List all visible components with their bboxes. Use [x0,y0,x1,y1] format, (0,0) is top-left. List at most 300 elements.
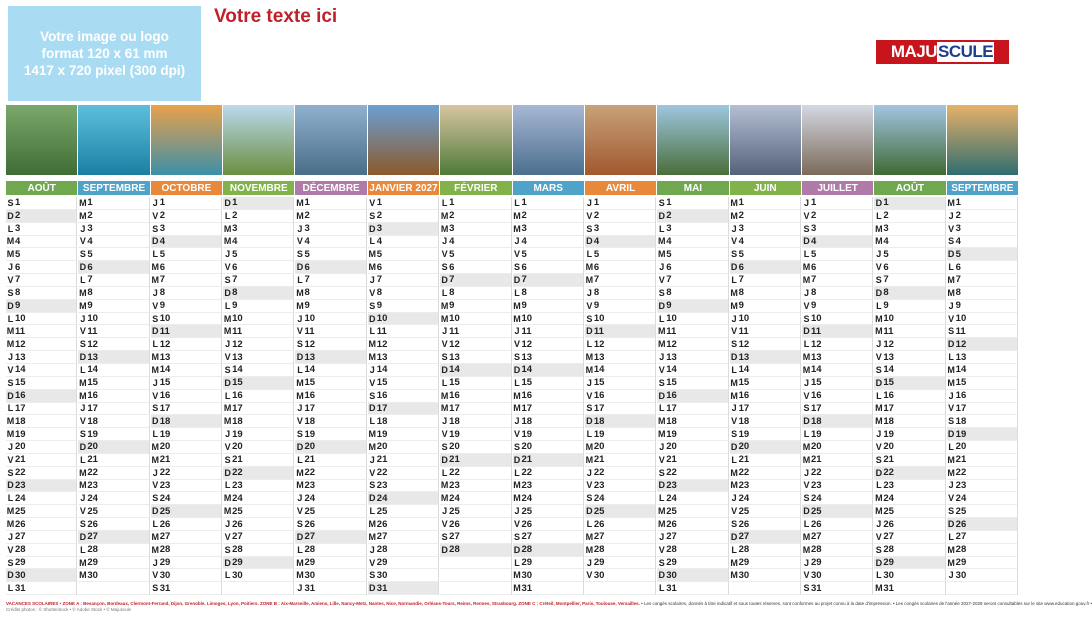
day-row [151,377,221,390]
day-letter: J [225,339,231,350]
day-number: 17 [955,402,967,414]
day-letter: D [730,441,738,452]
day-number: 21 [738,454,750,466]
day-letter: J [297,403,303,414]
day-letter: M [657,519,666,530]
day-letter: J [731,403,737,414]
day-row [440,287,510,300]
logo-placeholder [8,6,201,101]
day-letter: L [803,339,810,350]
day-number: 4 [883,235,889,247]
day-row [730,364,800,377]
day-row [947,467,1017,480]
day-letter: L [7,403,14,414]
day-letter: M [79,480,87,491]
day-number: 6 [593,261,600,273]
day-number: 25 [883,505,894,517]
day-row [874,569,944,582]
day-number: 18 [666,415,677,427]
day-number: 28 [232,544,243,556]
day-number: 8 [883,287,889,299]
day-number: 9 [521,300,527,312]
day-letter: D [658,300,665,311]
month-photo [440,105,511,175]
day-row [874,338,944,351]
day-number: 14 [376,364,388,376]
day-letter: M [947,377,955,388]
day-number: 30 [304,569,316,581]
day-letter: D [947,249,955,260]
month-photo [6,105,77,175]
day-row [802,287,872,300]
day-row [585,505,655,518]
day-letter: V [586,570,593,581]
day-row [874,274,944,287]
month-column [78,105,149,595]
day-letter: S [731,519,738,530]
day-letter: L [658,493,665,504]
day-row [6,300,76,313]
day-number: 3 [449,223,455,235]
day-letter: M [730,197,738,208]
day-row [802,557,872,570]
day-number: 15 [232,377,243,389]
day-letter: J [514,506,520,517]
day-row [78,415,148,428]
day-letter: M [79,390,87,401]
day-row [151,415,221,428]
day-letter: M [513,403,521,414]
day-row [730,325,800,338]
day-row [295,415,365,428]
day-row [874,197,944,210]
day-number: 10 [15,313,26,325]
brand-part1: MAJU [890,42,938,61]
day-number: 17 [15,402,26,414]
day-row [730,454,800,467]
day-row [802,531,872,544]
day-number: 9 [593,300,600,312]
day-letter: M [875,506,883,517]
day-letter: S [152,313,159,324]
day-row [585,492,655,505]
day-number: 17 [666,402,677,414]
day-number: 24 [304,492,316,504]
month-photo [78,105,149,175]
day-row [368,569,438,582]
day-row [151,505,221,518]
day-letter: J [442,416,448,427]
day-row [947,582,1017,595]
day-number: 6 [666,261,672,273]
day-letter: D [7,300,14,311]
day-row [947,313,1017,326]
day-letter: M [151,544,159,555]
day-row [78,557,148,570]
day-number: 2 [883,210,889,222]
day-row [6,505,76,518]
day-letter: L [441,467,448,478]
day-number: 17 [883,402,894,414]
day-number: 1 [159,197,166,209]
day-number: 14 [738,364,750,376]
day-number: 1 [521,197,527,209]
day-number: 23 [304,479,316,491]
day-row [368,505,438,518]
day-row [295,210,365,223]
day-letter: M [657,506,666,517]
day-number: 11 [232,325,243,337]
day-letter: M [440,210,449,221]
day-number: 6 [304,261,310,273]
day-number: 3 [521,223,527,235]
day-row [151,518,221,531]
day-letter: D [369,223,376,234]
day-row [802,390,872,403]
day-row [947,531,1017,544]
day-letter: S [948,506,955,517]
day-number: 29 [666,557,677,569]
day-row [368,338,438,351]
day-number: 29 [232,557,243,569]
day-number: 23 [15,479,26,491]
day-row [78,441,148,454]
day-number: 19 [738,428,750,440]
day-letter: V [224,352,231,363]
day-letter: J [803,287,809,298]
day-row [802,480,872,493]
day-number: 9 [883,300,889,312]
day-letter: M [657,339,666,350]
day-letter: V [658,454,665,465]
day-row [657,441,727,454]
day-row [947,569,1017,582]
day-row [874,223,944,236]
day-letter: S [7,557,14,568]
day-row [947,223,1017,236]
day-letter: M [585,531,594,542]
month-days [223,197,294,595]
day-row [730,197,800,210]
day-letter: M [151,262,159,273]
day-row [368,197,438,210]
day-row [947,197,1017,210]
day-row [730,274,800,287]
month-header: FÉVRIER [440,181,511,195]
brand-logo [876,40,1009,64]
month-photo [585,105,656,175]
day-row [78,492,148,505]
day-number: 20 [521,441,533,453]
day-letter: J [152,287,158,298]
day-letter: L [80,544,86,555]
day-letter: L [586,339,593,350]
day-row [657,415,727,428]
day-letter: M [296,377,304,388]
day-row [295,261,365,274]
day-row [513,351,583,364]
day-letter: M [875,313,883,324]
day-letter: M [223,506,232,517]
day-row [585,338,655,351]
day-number: 20 [955,441,967,453]
day-number: 7 [449,274,455,286]
day-number: 18 [521,415,533,427]
day-number: 18 [87,415,98,427]
day-letter: S [658,467,665,478]
month-column [295,105,366,595]
day-row [151,274,221,287]
day-number: 2 [593,210,600,222]
day-number: 4 [87,235,93,247]
day-number: 26 [232,518,243,530]
day-row [730,467,800,480]
day-row [295,223,365,236]
day-letter: D [441,364,448,375]
day-number: 25 [593,505,605,517]
day-row [6,403,76,416]
day-row [657,480,727,493]
day-number: 8 [449,287,455,299]
day-letter: S [7,287,14,298]
day-number: 3 [304,223,310,235]
day-number: 10 [304,313,316,325]
day-row [78,261,148,274]
day-row [874,492,944,505]
day-letter: M [6,339,15,350]
day-letter: J [659,352,665,363]
day-number: 29 [593,557,605,569]
day-letter: S [948,236,955,247]
month-header: JUIN [730,181,801,195]
day-letter: M [368,429,377,440]
day-row [78,377,148,390]
day-row [295,300,365,313]
day-letter: L [441,287,448,298]
day-letter: S [586,493,593,504]
day-letter: V [731,416,738,427]
day-number: 14 [666,364,677,376]
day-letter: L [948,441,954,452]
day-number: 15 [883,377,894,389]
day-number: 25 [15,505,26,517]
day-letter: M [730,557,738,568]
day-letter: L [224,480,231,491]
brand-part2: SCULE [938,42,994,61]
day-letter: M [513,480,521,491]
day-row [78,480,148,493]
day-letter: S [658,197,665,208]
day-number: 6 [449,261,455,273]
month-column [151,105,222,595]
day-row [947,557,1017,570]
day-letter: M [802,531,811,542]
day-letter: J [803,557,809,568]
day-row [585,364,655,377]
day-row [440,518,510,531]
day-letter: M [223,403,232,414]
day-number: 17 [738,402,750,414]
day-letter: L [586,519,593,530]
day-number: 12 [738,338,750,350]
month-days [440,197,511,595]
day-number: 28 [304,544,316,556]
day-letter: M [947,467,955,478]
day-letter: S [803,403,810,414]
day-row [223,377,293,390]
day-letter: V [296,326,303,337]
day-letter: M [730,570,738,581]
day-number: 25 [521,505,533,517]
day-row [151,569,221,582]
day-row [151,223,221,236]
day-number: 5 [955,248,961,260]
day-row [223,569,293,582]
day-number: 30 [159,569,171,581]
day-number: 5 [810,248,817,260]
day-row [657,236,727,249]
day-number: 14 [232,364,243,376]
day-row [295,274,365,287]
day-row [730,377,800,390]
day-row [513,441,583,454]
day-number: 3 [955,223,961,235]
day-letter: S [803,313,810,324]
day-number: 4 [376,235,383,247]
day-row [585,557,655,570]
day-row [368,480,438,493]
day-number: 20 [738,441,750,453]
day-letter: L [7,583,14,594]
day-number: 5 [738,248,744,260]
day-number: 2 [376,210,383,222]
day-letter: V [731,326,738,337]
day-number: 27 [87,531,98,543]
day-number: 11 [521,325,532,337]
day-letter: V [296,506,303,517]
day-row [368,300,438,313]
day-row [513,415,583,428]
day-number: 30 [593,569,605,581]
day-number: 25 [304,505,316,517]
day-letter: D [658,390,665,401]
day-number: 25 [666,505,677,517]
day-letter: L [297,274,303,285]
day-letter: S [948,326,955,337]
day-letter: J [7,352,13,363]
day-number: 4 [159,235,166,247]
day-number: 6 [738,261,744,273]
day-row [657,287,727,300]
day-number: 22 [449,467,460,479]
day-row [368,274,438,287]
day-row [6,351,76,364]
day-row [368,544,438,557]
day-letter: M [296,570,304,581]
day-row [513,248,583,261]
day-number: 12 [87,338,98,350]
day-row [513,236,583,249]
day-letter: S [224,454,231,465]
day-row [368,428,438,441]
day-letter: M [223,236,232,247]
day-letter: D [730,531,738,542]
day-letter: V [152,570,159,581]
day-number: 10 [521,313,533,325]
day-number: 1 [883,197,889,209]
day-row [947,492,1017,505]
day-letter: M [730,467,738,478]
day-letter: M [875,403,883,414]
day-number: 21 [883,454,894,466]
day-row [6,454,76,467]
day-number: 1 [593,197,600,209]
day-row [513,390,583,403]
day-letter: J [80,493,86,504]
month-header: MARS [513,181,584,195]
day-letter: D [224,377,231,388]
month-header: DÉCEMBRE [295,181,366,195]
day-row [151,467,221,480]
day-number: 1 [449,197,455,209]
day-letter: D [513,274,521,285]
day-letter: M [802,364,811,375]
day-letter: L [369,236,376,247]
day-letter: V [441,429,448,440]
day-letter: L [658,403,665,414]
day-number: 27 [593,531,605,543]
day-number: 9 [449,300,455,312]
day-row [513,223,583,236]
day-row [440,557,510,570]
day-row [440,415,510,428]
day-row [585,300,655,313]
day-row [730,351,800,364]
month-days [874,197,945,595]
day-number: 3 [883,223,889,235]
day-number: 5 [232,248,238,260]
day-number: 13 [449,351,460,363]
day-row [223,428,293,441]
day-row [730,210,800,223]
day-number: 14 [593,364,605,376]
day-number: 9 [304,300,310,312]
month-column [440,105,511,595]
day-row [223,274,293,287]
day-letter: J [586,287,592,298]
day-row [6,377,76,390]
day-row [440,480,510,493]
day-number: 20 [304,441,316,453]
day-row [585,197,655,210]
day-letter: L [224,390,231,401]
day-number: 21 [593,454,605,466]
day-row [657,518,727,531]
day-letter: J [586,557,592,568]
day-number: 28 [521,544,533,556]
day-letter: M [730,377,738,388]
day-row [513,428,583,441]
day-number: 17 [87,402,98,414]
day-letter: V [948,223,955,234]
day-number: 31 [159,582,171,594]
day-letter: J [876,249,882,260]
day-letter: S [875,274,882,285]
day-row [78,210,148,223]
day-number: 23 [593,479,605,491]
day-number: 31 [304,582,316,594]
day-number: 28 [738,544,750,556]
